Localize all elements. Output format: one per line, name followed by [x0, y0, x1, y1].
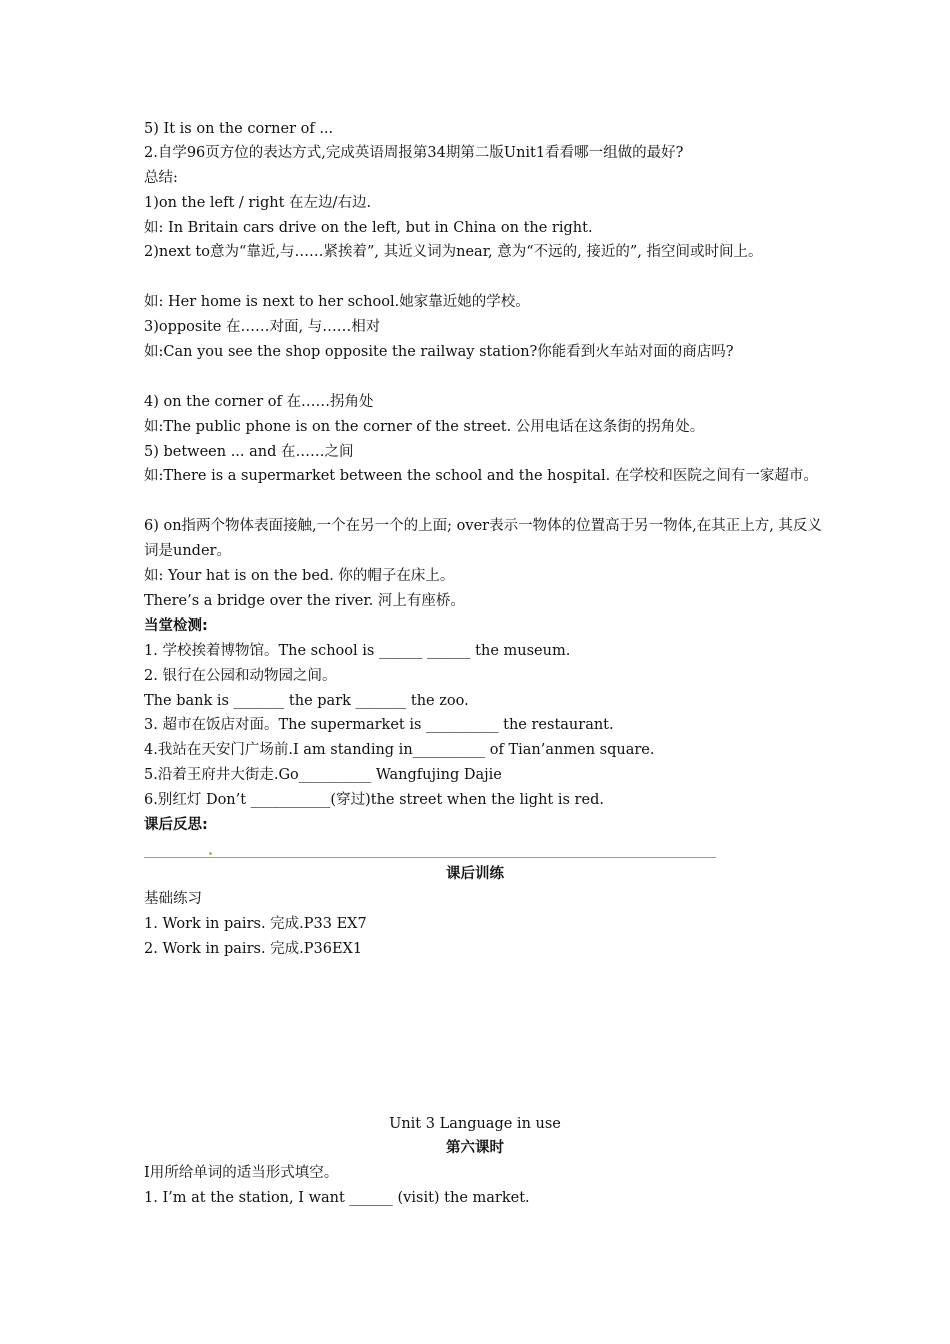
text-paragraph: 如:There is a supermarket between the school and the hospital. 在学校和医院之间有一家超市。	[144, 468, 818, 484]
text-line: 2.自学96页方位的表达方式,完成英语周报第34期第二版Unit1看看哪一组做的最好?	[144, 145, 684, 161]
text-line: 如:Can you see the shop opposite the railway station?你能看到火车站对面的商店吗?	[144, 344, 734, 360]
text-paragraph: 6) on指两个物体表面接触,一个在另一个的上面; over表示一物体的位置高于另一物体,在其正上方, 其反义词是under。	[144, 518, 822, 559]
text-line: 5) between ... and 在……之间	[144, 444, 354, 460]
exercise-instruction: I用所给单词的适当形式填空。	[144, 1165, 339, 1181]
exercise-line: 1. I’m at the station, I want ______ (visit) the market.	[144, 1190, 530, 1206]
text-line: 总结:	[144, 170, 178, 186]
answer-blank-line	[144, 857, 716, 858]
section-title: 课后训练	[446, 866, 504, 882]
text-line: 3)opposite 在……对面, 与……相对	[144, 319, 381, 335]
section-heading: 当堂检测:	[144, 618, 208, 634]
exercise-line: 2. 银行在公园和动物园之间。	[144, 668, 337, 684]
unit-title: Unit 3 Language in use	[389, 1116, 561, 1132]
exercise-line: 4.我站在天安门广场前.I am standing in__________ of Tian’anmen square.	[144, 742, 655, 758]
text-line: 5) It is on the corner of ...	[144, 121, 334, 137]
exercise-line: 5.沿着王府井大街走.Go__________ Wangfujing Dajie	[144, 767, 502, 783]
lesson-title: 第六课时	[446, 1140, 504, 1156]
exercise-line: 1. 学校挨着博物馆。The school is ______ ______ the museum.	[144, 643, 571, 659]
text-line: 如: Your hat is on the bed. 你的帽子在床上。	[144, 568, 455, 584]
text-line: 4) on the corner of 在……拐角处	[144, 394, 374, 410]
text-line: 1)on the left / right 在左边/右边.	[144, 195, 372, 211]
text-paragraph: 2)next to意为“靠近,与……紧挨着”, 其近义词为near, 意为“不远的, 接近的”, 指空间或时间上。	[144, 244, 763, 260]
exercise-line: 6.别红灯 Don’t ___________(穿过)the street when the light is red.	[144, 792, 604, 808]
text-line: 如: In Britain cars drive on the left, but in China on the right.	[144, 220, 593, 236]
text-line: There’s a bridge over the river. 河上有座桥。	[144, 593, 465, 609]
exercise-line: 3. 超市在饭店对面。The supermarket is __________ the restaurant.	[144, 717, 614, 733]
exercise-line: 2. Work in pairs. 完成.P36EX1	[144, 941, 363, 957]
subsection-heading: 基础练习	[144, 891, 202, 907]
mark-dot	[209, 852, 212, 855]
section-heading: 课后反思:	[144, 817, 208, 833]
text-line: 如: Her home is next to her school.她家靠近她的学校。	[144, 294, 530, 310]
exercise-line: The bank is _______ the park _______ the zoo.	[144, 693, 469, 709]
text-line: 如:The public phone is on the corner of the street. 公用电话在这条街的拐角处。	[144, 419, 705, 435]
exercise-line: 1. Work in pairs. 完成.P33 EX7	[144, 916, 367, 932]
